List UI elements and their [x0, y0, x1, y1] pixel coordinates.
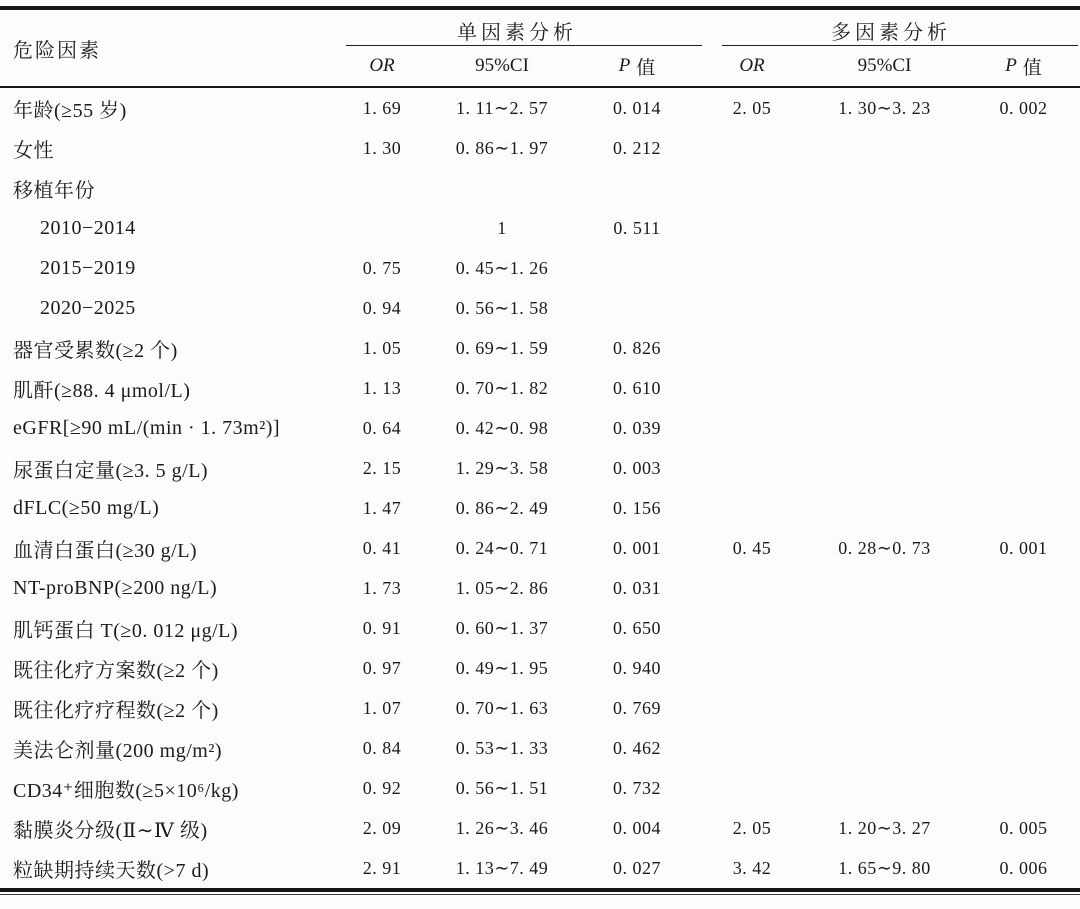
risk-factor-label: CD34⁺细胞数(≥5×10⁶/kg): [13, 779, 239, 802]
multi-ci-value: 1. 65∼9. 80: [838, 857, 931, 878]
risk-factor-label: 器官受累数(≥2 个): [13, 339, 178, 362]
uni-or-value: 0. 97: [362, 657, 402, 678]
uni-ci-value: 0. 45∼1. 26: [455, 257, 549, 278]
risk-factor-label: 2015−2019: [40, 256, 136, 279]
uni-p-value: 0. 769: [613, 697, 661, 718]
subheader-multi-ci: 95%CI: [857, 55, 912, 76]
uni-ci-value: 0. 70∼1. 63: [455, 697, 549, 718]
uni-ci-value: 0. 53∼1. 33: [455, 737, 549, 758]
group-header-univariate-label: 单因素分析: [457, 21, 577, 44]
uni-or-value: 0. 94: [362, 297, 402, 318]
table-row: [0, 808, 1080, 848]
subheader-multi-p-suffix: 值: [1022, 57, 1042, 79]
group-header-univariate: [332, 10, 702, 46]
table-row: [0, 728, 1080, 768]
uni-p-value: 0. 650: [613, 617, 661, 638]
multi-or-value: 2. 05: [732, 97, 772, 118]
risk-factor-label: 既往化疗方案数(≥2 个): [13, 659, 219, 682]
uni-ci-value: 0. 49∼1. 95: [455, 657, 549, 678]
multi-p-value: 0. 005: [999, 817, 1048, 838]
multi-ci-value: 1. 30∼3. 23: [838, 97, 931, 118]
uni-or-value: 2. 91: [362, 857, 402, 878]
uni-or-value: 2. 09: [362, 817, 402, 838]
uni-or-value: 1. 05: [362, 337, 402, 358]
risk-factor-label: 黏膜炎分级(Ⅱ∼Ⅳ 级): [13, 819, 208, 842]
uni-ci-value: 1. 29∼3. 58: [455, 457, 549, 478]
risk-factor-label: 女性: [13, 139, 54, 162]
uni-or-value: 1. 69: [362, 97, 402, 118]
risk-factor-label: 年龄(≥55 岁): [13, 99, 127, 122]
table-row: [0, 328, 1080, 368]
risk-factor-label: 2020−2025: [40, 296, 136, 319]
risk-factor-label: 肌钙蛋白 T(≥0. 012 μg/L): [13, 619, 239, 642]
uni-p-value: 0. 156: [613, 497, 661, 518]
uni-or-value: 1. 30: [362, 137, 402, 158]
stub-header: 危险因素: [13, 39, 101, 62]
uni-or-value: 2. 15: [362, 457, 402, 478]
uni-or-value: 0. 41: [362, 537, 402, 558]
uni-ci-value: 0. 69∼1. 59: [455, 337, 549, 358]
risk-factor-label: eGFR[≥90 mL/(min · 1. 73m²)]: [13, 416, 281, 439]
uni-p-value: 0. 027: [613, 857, 661, 878]
table-bottom-rule-thin: [0, 894, 1080, 895]
table-row: [0, 848, 1080, 888]
uni-p-value: 0. 004: [613, 817, 661, 838]
risk-factor-label: 移植年份: [13, 179, 95, 202]
uni-ci-value: 1. 26∼3. 46: [455, 817, 549, 838]
subheader-uni-p-suffix: 值: [636, 57, 656, 79]
subheader-uni-p: [572, 46, 702, 86]
multi-ci-value: 1. 20∼3. 27: [838, 817, 931, 838]
table-row: [0, 248, 1080, 288]
uni-or-value: 0. 75: [362, 257, 402, 278]
table-row: [0, 768, 1080, 808]
uni-p-value: 0. 462: [613, 737, 661, 758]
table-row: [0, 648, 1080, 688]
uni-p-value: 0. 212: [613, 137, 661, 158]
uni-p-value: 0. 003: [613, 457, 661, 478]
risk-factor-label: 粒缺期持续天数(>7 d): [13, 859, 210, 882]
uni-p-value: 0. 031: [613, 577, 661, 598]
uni-ci-value: 0. 42∼0. 98: [455, 417, 549, 438]
table-row: [0, 568, 1080, 608]
uni-p-value: 0. 001: [613, 537, 661, 558]
subheader-multi-or: OR: [739, 55, 765, 76]
uni-ci-value: 1: [497, 217, 507, 238]
uni-or-value: 1. 13: [362, 377, 402, 398]
uni-p-value: 0. 039: [613, 417, 661, 438]
table-row: [0, 688, 1080, 728]
uni-p-value: 0. 610: [613, 377, 661, 398]
risk-factor-label: 肌酐(≥88. 4 μmol/L): [13, 379, 191, 402]
table-row: [0, 488, 1080, 528]
table-row: [0, 408, 1080, 448]
risk-factor-table: [0, 6, 1080, 895]
table-body: [0, 88, 1080, 888]
risk-factor-label: NT-proBNP(≥200 ng/L): [13, 576, 218, 599]
multi-or-value: 0. 45: [732, 537, 772, 558]
uni-ci-value: 0. 60∼1. 37: [455, 617, 549, 638]
uni-or-value: 1. 47: [362, 497, 402, 518]
table-row: [0, 368, 1080, 408]
uni-or-value: 0. 84: [362, 737, 402, 758]
table-row: [0, 528, 1080, 568]
uni-ci-value: 1. 05∼2. 86: [455, 577, 549, 598]
subheader-uni-or: OR: [369, 55, 395, 76]
risk-factor-label: dFLC(≥50 mg/L): [13, 496, 160, 519]
uni-p-value: 0. 511: [613, 217, 661, 238]
uni-p-value: 0. 940: [613, 657, 661, 678]
uni-ci-value: 1. 13∼7. 49: [455, 857, 549, 878]
multi-or-value: 2. 05: [732, 817, 772, 838]
group-header-multivariate: [702, 10, 1080, 46]
uni-ci-value: 0. 86∼2. 49: [455, 497, 549, 518]
risk-factor-label: 既往化疗疗程数(≥2 个): [13, 699, 219, 722]
table-row: [0, 288, 1080, 328]
group-header-multivariate-label: 多因素分析: [831, 21, 951, 44]
multi-p-value: 0. 001: [999, 537, 1048, 558]
uni-or-value: 1. 07: [362, 697, 402, 718]
multi-p-value: 0. 006: [999, 857, 1048, 878]
uni-or-value: 1. 73: [362, 577, 402, 598]
subheader-uni-ci: 95%CI: [475, 55, 529, 76]
risk-factor-label: 血清白蛋白(≥30 g/L): [13, 539, 198, 562]
uni-or-value: 0. 91: [362, 617, 402, 638]
table-row: [0, 448, 1080, 488]
uni-or-value: 0. 92: [362, 777, 402, 798]
uni-ci-value: 0. 56∼1. 58: [455, 297, 549, 318]
table-header: [0, 10, 1080, 88]
uni-p-value: 0. 826: [613, 337, 661, 358]
uni-or-value: 0. 64: [362, 417, 402, 438]
uni-ci-value: 0. 70∼1. 82: [455, 377, 549, 398]
risk-factor-label: 2010−2014: [40, 216, 136, 239]
table-row: [0, 608, 1080, 648]
table-row: [0, 168, 1080, 208]
table-row: [0, 208, 1080, 248]
uni-p-value: 0. 014: [613, 97, 661, 118]
risk-factor-label: 美法仑剂量(200 mg/m²): [13, 739, 222, 762]
subheader-multi-p: [967, 46, 1080, 86]
subheader-multi-p-symbol: P: [1005, 55, 1017, 76]
table-row: [0, 128, 1080, 168]
uni-ci-value: 0. 86∼1. 97: [455, 137, 549, 158]
subheader-uni-p-symbol: P: [618, 55, 631, 76]
multi-or-value: 3. 42: [732, 857, 772, 878]
multi-ci-value: 0. 28∼0. 73: [838, 537, 931, 558]
uni-ci-value: 0. 56∼1. 51: [455, 777, 549, 798]
table-row: [0, 88, 1080, 128]
uni-ci-value: 1. 11∼2. 57: [456, 97, 548, 118]
uni-p-value: 0. 732: [613, 777, 661, 798]
multi-p-value: 0. 002: [999, 97, 1048, 118]
uni-ci-value: 0. 24∼0. 71: [455, 537, 549, 558]
risk-factor-label: 尿蛋白定量(≥3. 5 g/L): [13, 459, 209, 482]
